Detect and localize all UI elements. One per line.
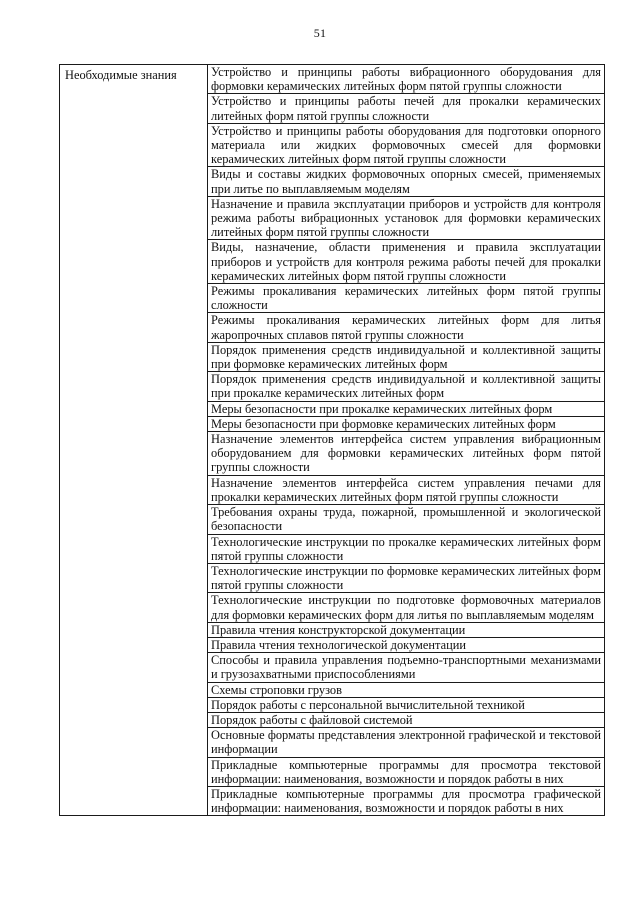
knowledge-item: Устройство и принципы работы печей для прокалки керамических литейных форм пятой группы сложности — [208, 94, 605, 123]
knowledge-item: Правила чтения технологической документации — [208, 637, 605, 652]
knowledge-item: Технологические инструкции по подготовке формовочных материалов для формовки керамических форм для литья по выплавляемым моделям — [208, 593, 605, 622]
knowledge-item: Схемы строповки грузов — [208, 682, 605, 697]
table-row — [60, 65, 605, 94]
knowledge-item: Меры безопасности при формовке керамических литейных форм — [208, 416, 605, 431]
section-label: Необходимые знания — [60, 65, 208, 816]
knowledge-item: Назначение элементов интерфейса систем управления вибрационным оборудованием для формовки керамических литейных форм пятой группы сложности — [208, 432, 605, 476]
knowledge-item: Назначение и правила эксплуатации приборов и устройств для контроля режима работы вибрационных установок для формовки керамических литейных форм пятой группы сложности — [208, 196, 605, 240]
knowledge-item: Требования охраны труда, пожарной, промышленной и экологической безопасности — [208, 505, 605, 534]
knowledge-item: Основные форматы представления электронной графической и текстовой информации — [208, 728, 605, 757]
knowledge-item: Технологические инструкции по формовке керамических литейных форм пятой группы сложности — [208, 563, 605, 592]
knowledge-item: Порядок применения средств индивидуальной и коллективной защиты при формовке керамических литейных форм — [208, 342, 605, 371]
knowledge-item: Правила чтения конструкторской документации — [208, 622, 605, 637]
knowledge-item: Назначение элементов интерфейса систем управления печами для прокалки керамических литейных форм пятой группы сложности — [208, 475, 605, 504]
knowledge-item: Режимы прокаливания керамических литейных форм для литья жаропрочных сплавов пятой группы сложности — [208, 313, 605, 342]
page-number: 51 — [313, 26, 327, 40]
knowledge-item: Прикладные компьютерные программы для просмотра графической информации: наименования, возможности и порядок работы в них — [208, 786, 605, 815]
knowledge-item: Способы и правила управления подъемно-транспортными механизмами и грузозахватными приспособлениями — [208, 653, 605, 682]
knowledge-item: Устройство и принципы работы вибрационного оборудования для формовки керамических литейных форм пятой группы сложности — [208, 65, 605, 94]
knowledge-item: Порядок применения средств индивидуальной и коллективной защиты при прокалке керамических литейных форм — [208, 372, 605, 401]
knowledge-item: Устройство и принципы работы оборудования для подготовки опорного материала или жидких формовочных смесей для формовки керамических литейных форм пятой группы сложности — [208, 123, 605, 167]
knowledge-item: Порядок работы с файловой системой — [208, 712, 605, 727]
requirements-table — [59, 64, 605, 816]
knowledge-item: Режимы прокаливания керамических литейных форм пятой группы сложности — [208, 284, 605, 313]
knowledge-item: Меры безопасности при прокалке керамических литейных форм — [208, 401, 605, 416]
knowledge-item: Виды, назначение, области применения и правила эксплуатации приборов и устройств для контроля режима работы печей для прокалки керамических литейных форм пятой группы сложности — [208, 240, 605, 284]
knowledge-item: Порядок работы с персональной вычислительной техникой — [208, 697, 605, 712]
knowledge-item: Прикладные компьютерные программы для просмотра текстовой информации: наименования, возможности и порядок работы в них — [208, 757, 605, 786]
knowledge-item: Виды и составы жидких формовочных опорных смесей, применяемых при литье по выплавляемым моделям — [208, 167, 605, 196]
knowledge-item: Технологические инструкции по прокалке керамических литейных форм пятой группы сложности — [208, 534, 605, 563]
